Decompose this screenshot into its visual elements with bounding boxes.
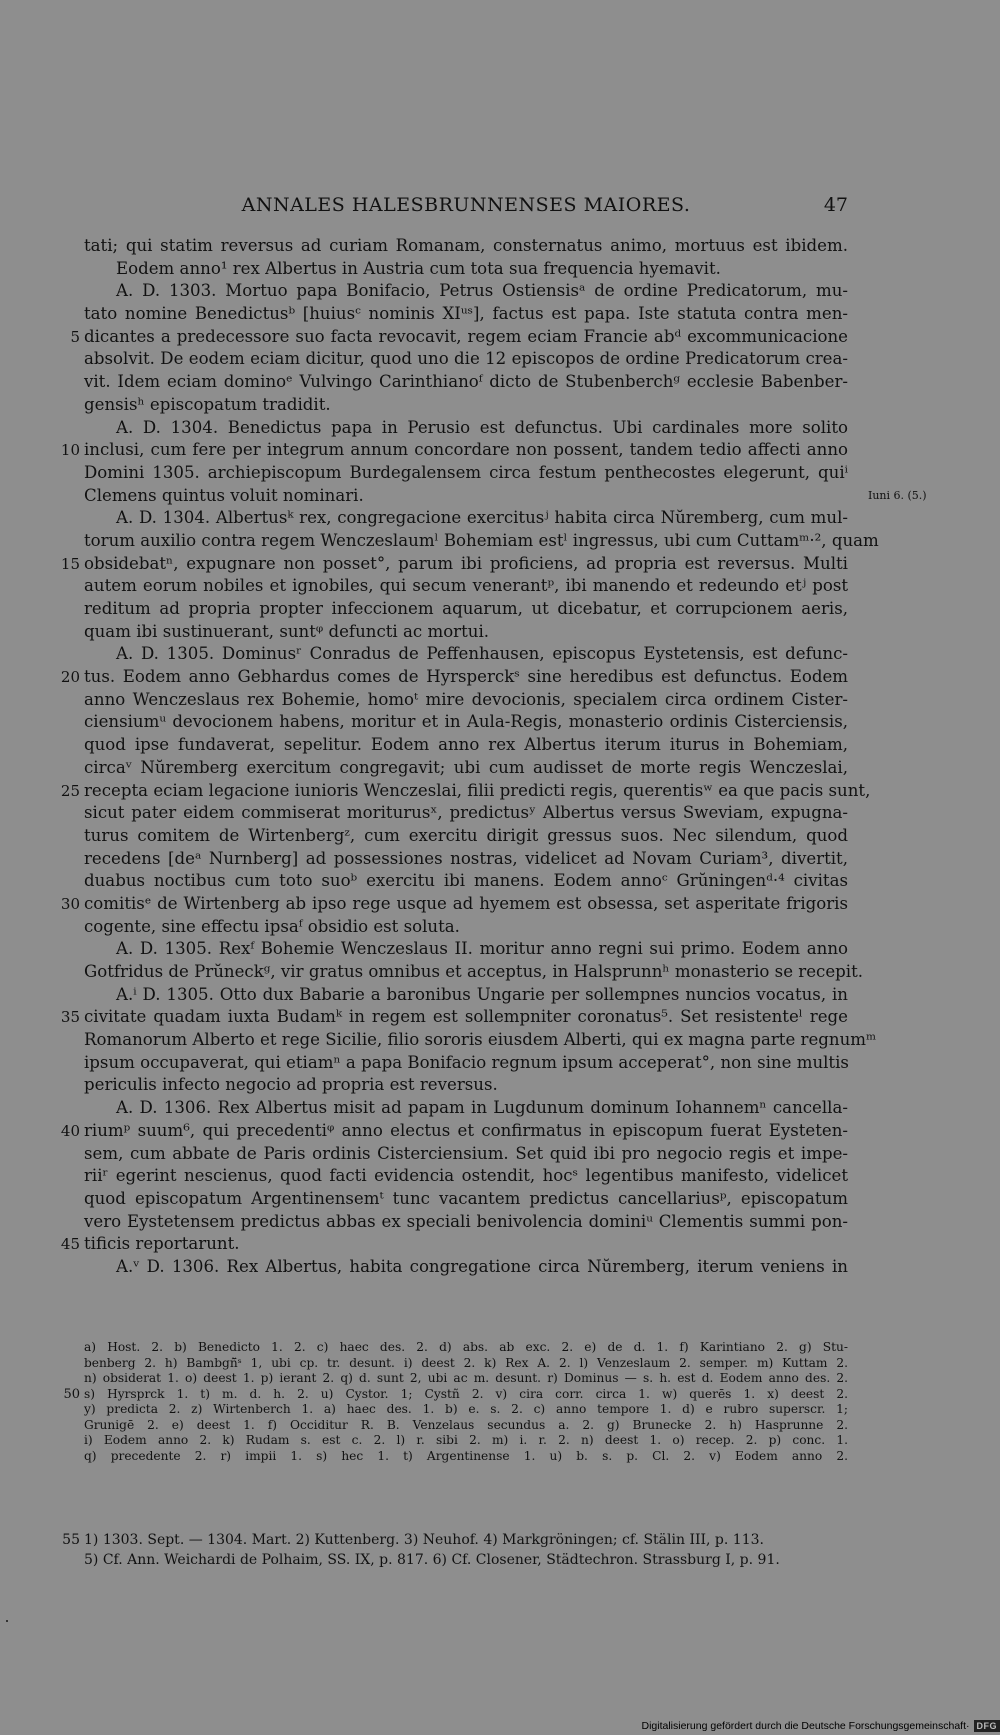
line-7: [84, 394, 848, 417]
line-26: [84, 825, 848, 848]
line-text: obsidebatⁿ, expugnare non posset°, parum ibi proficiens, ad propria est reversus. Multi: [84, 553, 848, 573]
line-text: vero Eystetensem predictus abbas ex speciali benivolencia dominiᵘ Clementis summi pon-: [84, 1211, 848, 1231]
line-38: [84, 1097, 848, 1120]
line-35: [84, 1029, 877, 1052]
line-1: [84, 258, 848, 281]
line-text: benberg 2. h) Bambgñ̄ˢ 1, ubi cp. tr. desunt. i) deest 2. k) Rex A. 2. l) Venzeslaum 2. semper. m) Kuttam 2.: [84, 1355, 848, 1370]
line-text: cogente, sine effectu ipsaᶠ obsidio est soluta.: [84, 916, 460, 936]
line-text: inclusi, cum fere per integrum annum concordare non possent, tandem tedio affecti anno: [84, 440, 848, 460]
line-text: A. D. 1305. Rexᶠ Bohemie Wenczeslaus II. moritur anno regni sui primo. Eodem anno: [116, 939, 848, 959]
ref-line-1: [84, 1550, 848, 1570]
line-text: civitate quadam iuxta Budamᵏ in regem est sollempniter coronatus⁵. Set resistenteˡ rege: [84, 1007, 848, 1027]
line-12: [84, 507, 848, 530]
line-16: [84, 598, 848, 621]
line-text: Grunigē 2. e) deest 1. f) Occiditur R. B. Venzelaus secundus a. 2. g) Brunecke 2. h) Hasprunne 2.: [84, 1417, 848, 1432]
line-number: 35: [60, 1008, 80, 1027]
line-21: [84, 711, 848, 734]
line-text: A. D. 1306. Rex Albertus misit ad papam in Lugdunum dominum Iohannemⁿ cancella-: [116, 1098, 848, 1118]
fn-line-6: [84, 1433, 848, 1449]
fn-line-3: [63, 1386, 848, 1403]
line-text: circaᵛ Nŭremberg exercitum congregavit; ubi cum audisset de morte regis Wenczeslai,: [84, 757, 848, 777]
line-text: Romanorum Alberto et rege Sicilie, filio sororis eiusdem Alberti, qui ex magna parte regnumᵐ: [84, 1030, 877, 1050]
line-28: [84, 870, 848, 893]
line-31: [84, 938, 848, 961]
line-text: torum auxilio contra regem Wenczeslaumˡ Bohemiam estˡ ingressus, ubi cum Cuttamᵐ·², quam: [84, 530, 879, 550]
dfg-logo: DFG: [974, 1720, 1000, 1732]
line-number: 40: [60, 1121, 80, 1140]
scan-speck: [6, 1620, 8, 1622]
textual-apparatus: [63, 1340, 848, 1464]
line-42: [84, 1188, 848, 1211]
line-3: [84, 303, 848, 326]
line-text: recepta eciam legacione iunioris Wenczeslai, filii predicti regis, querentisʷ ea que pacis sunt,: [84, 780, 871, 800]
line-text: A. D. 1304. Benedictus papa in Perusio est defunctus. Ubi cardinales more solito: [116, 417, 848, 437]
line-32: [84, 961, 864, 984]
line-text: i) Eodem anno 2. k) Rudam s. est c. 2. l) r. sibi 2. m) i. r. 2. n) deest 1. o) recep. 2. p) conc. 1.: [84, 1433, 848, 1447]
credit-text: Digitalisierung gefördert durch die Deutsche Forschungsgemeinschaft: [641, 1719, 966, 1732]
line-text: anno Wenczeslaus rex Bohemie, homoᵗ mire devocionis, specialem circa ordinem Cister-: [84, 689, 848, 709]
line-5: [84, 348, 848, 371]
line-0: [84, 235, 848, 258]
line-text: riiʳ egerint nescienus, quod facti evidencia ostendit, hocˢ legentibus manifesto, videlicet: [84, 1166, 848, 1186]
line-text: quam ibi sustinuerant, suntᵠ defuncti ac mortui.: [84, 621, 490, 641]
line-text: turus comitem de Wirtenbergᶻ, cum exercitu dirigit gressus suos. Nec silendum, quod: [84, 825, 848, 845]
line-6: [84, 371, 848, 394]
line-13: [84, 530, 879, 553]
line-text: A. D. 1305. Dominusʳ Conradus de Peffenhausen, episcopus Eystetensis, est defunc-: [116, 644, 848, 664]
line-text: recedens [deᵃ Nurnberg] ad possessiones nostras, videlicet ad Novam Curiam³, divertit,: [84, 848, 848, 868]
fn-line-0: [84, 1340, 848, 1356]
line-39: [60, 1120, 848, 1143]
main-text: [60, 235, 927, 1279]
ref-line-0: [62, 1530, 848, 1550]
line-text: periculis infecto negocio ad propria est reversus.: [84, 1075, 498, 1095]
line-text: quod episcopatum Argentinensemᵗ tunc vacantem predictus cancellariusᵖ, episcopatum: [84, 1188, 848, 1208]
fn-line-2: [84, 1371, 848, 1387]
line-18: [84, 643, 848, 666]
line-40: [84, 1143, 848, 1166]
line-text: tati; qui statim reversus ad curiam Romanam, consternatus animo, mortuus est ibidem.: [84, 236, 848, 255]
line-number: 50: [63, 1386, 80, 1402]
line-text: y) predicta 2. z) Wirtenberch 1. a) haec des. 1. b) e. s. 2. c) anno tempore 1. d) e rubro superscr. 1;: [84, 1402, 848, 1416]
line-text: absolvit. De eodem eciam dicitur, quod uno die 12 episcopos de ordine Predicatorum crea-: [84, 349, 848, 369]
line-text: sicut pater eidem commiserat moriturusˣ, predictusʸ Albertus versus Sweviam, expugna-: [84, 803, 848, 823]
line-text: sem, cum abbate de Paris ordinis Cisterciensium. Set quid ibi pro negocio regis et impe-: [84, 1143, 848, 1163]
line-number: 20: [60, 668, 80, 687]
line-text: Domini 1305. archiepiscopum Burdegalensem circa festum penthecostes elegerunt, quiⁱ: [84, 462, 848, 482]
line-text: 1) 1303. Sept. — 1304. Mart. 2) Kuttenberg. 3) Neuhof. 4) Markgröningen; cf. Stälin III, p. 113.: [84, 1532, 764, 1548]
line-text: duabus noctibus cum toto suoᵇ exercitu ibi manens. Eodem annoᶜ Grŭningenᵈ·⁴ civitas: [84, 871, 848, 891]
line-8: [84, 417, 848, 440]
line-text: tus. Eodem anno Gebhardus comes de Hyrsperckˢ sine heredibus est defunctus. Eodem: [84, 667, 848, 687]
line-29: [60, 893, 848, 916]
line-text: riumᵖ suum⁶, qui precedentiᵠ anno electus et confirmatus in episcopum fuerat Eysteten-: [84, 1120, 848, 1140]
line-43: [84, 1211, 848, 1234]
page-number: 47: [823, 194, 848, 216]
line-text: Gotfridus de Prŭneckᵍ, vir gratus omnibus et acceptus, in Halsprunnʰ monasterio se recepit.: [84, 962, 864, 981]
line-text: quod ipse fundaverat, sepelitur. Eodem anno rex Albertus iterum iturus in Bohemiam,: [84, 735, 848, 755]
fn-line-5: [84, 1418, 848, 1434]
line-text: dicantes a predecessore suo facta revocavit, regem eciam Francie abᵈ excommunicacione: [84, 326, 848, 346]
margin-note: Iuni 6. (5.): [868, 488, 927, 502]
line-text: Eodem anno¹ rex Albertus in Austria cum tota sua frequencia hyemavit.: [116, 258, 721, 278]
line-text: gensisʰ episcopatum tradidit.: [84, 394, 331, 414]
line-14: [60, 553, 848, 576]
line-text: A. D. 1303. Mortuo papa Bonifacio, Petrus Ostiensisᵃ de ordine Predicatorum, mu-: [116, 281, 848, 301]
digitization-credit: Digitalisierung gefördert durch die Deutsche Forschungsgemeinschaft · DFG: [588, 1716, 1000, 1735]
line-2: [84, 280, 848, 303]
line-text: reditum ad propria propter infeccionem aquarum, ut dicebatur, et corrupcionem aeris,: [84, 599, 848, 618]
line-text: autem eorum nobiles et ignobiles, qui secum venerantᵖ, ibi manendo et redeundo etʲ post: [84, 576, 848, 596]
line-text: A.ⁱ D. 1305. Otto dux Babarie a baronibus Ungarie per sollempnes nuncios vocatus, in: [116, 984, 848, 1004]
line-text: A. D. 1304. Albertusᵏ rex, congregacione exercitusʲ habita circa Nŭremberg, cum mul-: [116, 508, 848, 528]
line-text: Clemens quintus voluit nominari.: [84, 485, 364, 505]
line-number: 45: [60, 1235, 80, 1254]
line-15: [84, 575, 848, 598]
line-19: [60, 666, 848, 689]
line-text: a) Host. 2. b) Benedicto 1. 2. c) haec des. 2. d) abs. ab exc. 2. e) de d. 1. f) Karintiano 2. g) Stu-: [84, 1340, 848, 1354]
line-34: [60, 1006, 848, 1029]
line-text: n) obsiderat 1. o) deest 1. p) ierant 2. q) d. sunt 2, ubi ac m. desunt. r) Dominus — s. h. est d. Eodem anno des. 2.: [84, 1371, 848, 1385]
line-text: q) precedente 2. r) impii 1. s) hec 1. t) Argentinense 1. u) b. s. p. Cl. 2. v) Eodem anno 2.: [84, 1448, 848, 1463]
line-number: 5: [70, 327, 80, 346]
line-number: 25: [60, 781, 80, 800]
fn-line-4: [84, 1402, 848, 1418]
fn-line-7: [84, 1449, 848, 1465]
line-44: [60, 1233, 848, 1256]
historical-notes: [62, 1530, 848, 1570]
line-number: 55: [62, 1532, 80, 1548]
line-text: tato nomine Benedictusᵇ [huiusᶜ nominis XIᵘˢ], factus est papa. Iste statuta contra men-: [84, 304, 848, 324]
line-23: [84, 757, 848, 780]
line-30: [84, 916, 848, 939]
line-33: [84, 984, 848, 1007]
line-text: tificis reportarunt.: [84, 1234, 240, 1254]
line-45: [84, 1256, 848, 1279]
line-37: [84, 1074, 848, 1097]
fn-line-1: [84, 1356, 848, 1372]
line-number: 10: [60, 441, 80, 460]
line-text: 5) Cf. Ann. Weichardi de Polhaim, SS. IX, p. 817. 6) Cf. Closener, Städtechron. Strassburg I, p. 91.: [84, 1552, 780, 1568]
line-11: [84, 485, 848, 508]
line-24: [60, 780, 871, 803]
line-4: [70, 326, 848, 349]
line-text: ipsum occupaverat, qui etiamⁿ a papa Bonifacio regnum ipsum acceperat°, non sine multis: [84, 1052, 849, 1072]
line-27: [84, 848, 848, 871]
line-text: comitisᵉ de Wirtenberg ab ipso rege usque ad hyemem est obsessa, set asperitate frigoris: [84, 893, 848, 913]
header-title: ANNALES HALESBRUNNENSES MAIORES.: [241, 194, 691, 216]
line-17: [84, 621, 848, 644]
line-20: [84, 689, 848, 712]
line-text: s) Hyrsprck 1. t) m. d. h. 2. u) Cystor. 1; Cystñ 2. v) cira corr. circa 1. w) querēs 1. x) deest 2.: [84, 1386, 848, 1401]
line-text: vit. Idem eciam dominoᵉ Vulvingo Carinthianoᶠ dicto de Stubenberchᵍ ecclesie Babenber-: [84, 372, 848, 392]
line-25: [84, 802, 848, 825]
line-number: 30: [60, 894, 80, 913]
line-9: [60, 439, 848, 462]
line-36: [84, 1052, 848, 1075]
line-text: A.ᵛ D. 1306. Rex Albertus, habita congregatione circa Nŭremberg, iterum veniens in: [116, 1256, 848, 1276]
running-header: [84, 194, 848, 224]
line-22: [84, 734, 848, 757]
line-41: [84, 1165, 848, 1188]
line-number: 15: [60, 554, 80, 573]
line-text: ciensiumᵘ devocionem habens, moritur et in Aula-Regis, monasterio ordinis Cisterciensis,: [84, 712, 848, 732]
